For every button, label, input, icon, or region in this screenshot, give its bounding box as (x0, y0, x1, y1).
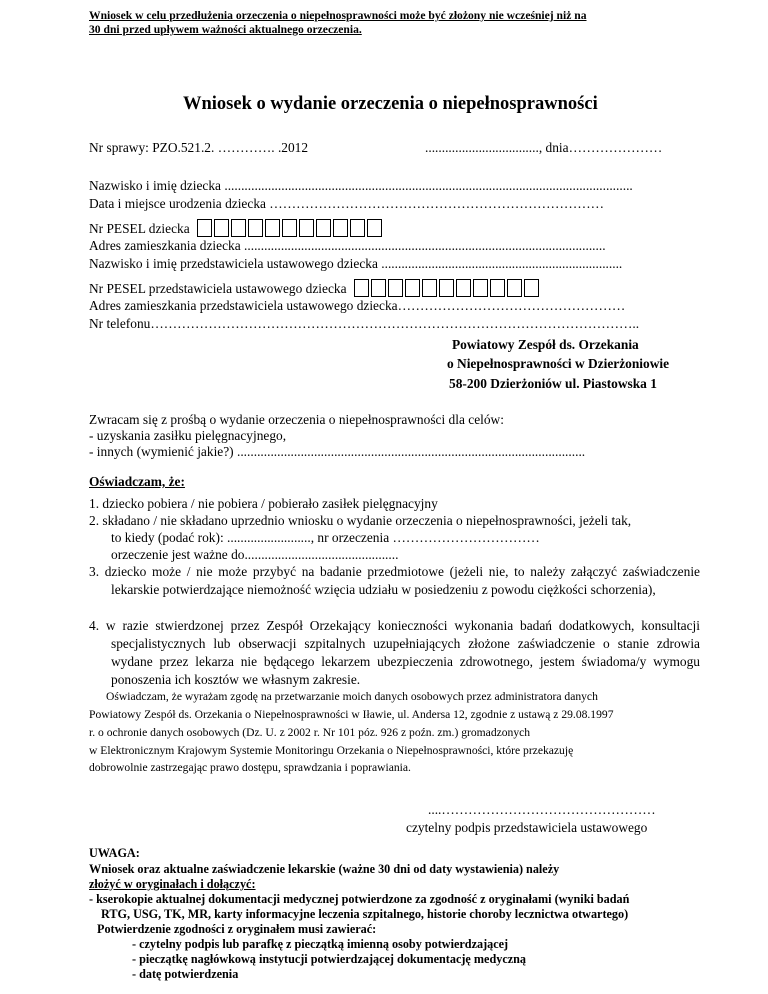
declaration-item-4: 4. w razie stwierdzonej przez Zespół Orzekający konieczności wykonania badań dodatkowych, konsultacji specjalistycznych lub obserwacji szpitalnych uzupełniających złożone zaświadczenie o stanie zdrowia wydane przez lekarza nie będącego lekarzem ubezpieczenia zdrowotnego, jestem świadoma/y wymogu ponoszenia ich kosztów we własnym zakresie. (89, 618, 700, 687)
child-birth-field[interactable]: Data i miejsce urodzenia dziecka ………………………………………………………………… (89, 196, 605, 211)
child-name-field[interactable]: Nazwisko i imię dziecka .......................................................................................................................... (89, 178, 633, 193)
child-pesel-boxes[interactable] (197, 219, 384, 237)
note-line-2: złożyć w oryginałach i dołączyć: (89, 877, 256, 891)
consent-line-3: r. o ochronie danych osobowych (Dz. U. z 2002 r. Nr 101 póz. 926 z poźn. zm.) gromadzonych (89, 726, 531, 739)
consent-line-1: Oświadczam, że wyrażam zgodę na przetwarzanie moich danych osobowych przez administratora danych (106, 690, 598, 703)
note-line-7: - pieczątkę nagłówkową instytucji potwierdzającej dokumentację medyczną (132, 952, 527, 966)
note-line-3: - kserokopie aktualnej dokumentacji medycznej potwierdzone za zgodność z oryginałami (wyniki badań (89, 892, 630, 906)
signature-label: czytelny podpis przedstawiciela ustawowego (406, 820, 648, 835)
notice-line-2: 30 dni przed upływem ważności aktualnego orzeczenia. (89, 23, 362, 36)
note-line-4: RTG, USG, TK, MR, karty informacyjne leczenia szpitalnego, historie choroby lecznictwa otwartego) (101, 907, 629, 921)
request-option-other[interactable]: - innych (wymienić jakie?) ........................................................................................................ (89, 444, 586, 459)
declaration-item-2-year[interactable]: to kiedy (podać rok): ........................., nr orzeczenia …………………………… (111, 530, 540, 545)
rep-address-field[interactable]: Adres zamieszkania przedstawiciela ustawowego dziecka…………………………………………… (89, 298, 626, 313)
child-pesel-row (89, 219, 384, 237)
request-line-1: Zwracam się z prośbą o wydanie orzeczenia o niepełnosprawności dla celów: (89, 412, 504, 427)
addressee-line-3: 58-200 Dzierżoniów ul. Piastowska 1 (449, 376, 657, 391)
phone-field[interactable]: Nr telefonu……………………………………………………………………………………………….. (89, 316, 640, 331)
notice-line-1: Wniosek w celu przedłużenia orzeczenia o niepełnosprawności może być złożony nie wcześniej niż na (89, 9, 587, 22)
declaration-item-1: 1. dziecko pobiera / nie pobiera / pobierało zasiłek pielęgnacyjny (89, 496, 438, 511)
child-pesel-label: Nr PESEL dziecka (89, 221, 190, 236)
addressee-line-1: Powiatowy Zespół ds. Orzekania (452, 337, 639, 352)
consent-line-5: dobrowolnie zastrzegając prawo dostępu, sprawdzania i poprawiania. (89, 761, 411, 774)
note-line-6: - czytelny podpis lub parafkę z pieczątką imienną osoby potwierdzającej (132, 937, 509, 951)
addressee-line-2: o Niepełnosprawności w Dzierżoniowie (447, 356, 670, 371)
request-option-care: - uzyskania zasiłku pielęgnacyjnego, (89, 428, 287, 443)
case-number: Nr sprawy: PZO.521.2. …………. .2012 (89, 140, 309, 155)
signature-line[interactable]: ....………………………………………… (428, 802, 656, 817)
note-line-1: Wniosek oraz aktualne zaświadczenie lekarskie (ważne 30 dni od daty wystawienia) należy (89, 862, 560, 876)
rep-pesel-boxes[interactable] (354, 279, 541, 297)
child-address-field[interactable]: Adres zamieszkania dziecka ............................................................................................................ (89, 238, 606, 253)
page-title: Wniosek o wydanie orzeczenia o niepełnosprawności (183, 94, 598, 114)
rep-pesel-row (89, 279, 541, 297)
rep-name-field[interactable]: Nazwisko i imię przedstawiciela ustawowego dziecka ........................................................................ (89, 256, 623, 271)
rep-pesel-label: Nr PESEL przedstawiciela ustawowego dziecka (89, 281, 347, 296)
declaration-heading: Oświadczam, że: (89, 474, 185, 489)
declaration-item-3: 3. dziecko może / nie może przybyć na badanie przedmiotowe (jeżeli nie, to należy załączyć zaświadczenie lekarskie potwierdzające niemożność wzięcia udziału w posiedzeniu z powodu ciężkości schorzenia), (89, 564, 700, 597)
note-line-8: - datę potwierdzenia (132, 967, 239, 981)
note-heading: UWAGA: (89, 846, 140, 860)
consent-line-4: w Elektronicznym Krajowym Systemie Monitoringu Orzekania o Niepełnosprawności, które przekazuję (89, 744, 574, 757)
note-line-5: Potwierdzenie zgodności z oryginałem musi zawierać: (97, 922, 377, 936)
place-date-field[interactable]: .................................., dnia………………… (425, 140, 663, 155)
declaration-item-2: 2. składano / nie składano uprzednio wniosku o wydanie orzeczenia o niepełnosprawności, jeżeli tak, (89, 513, 632, 528)
declaration-item-2-valid[interactable]: orzeczenie jest ważne do.............................................. (111, 547, 399, 562)
consent-line-2: Powiatowy Zespół ds. Orzekania o Niepełnosprawności w Iławie, ul. Andersa 12, zgodnie z ustawą z 29.08.1997 (89, 708, 614, 721)
